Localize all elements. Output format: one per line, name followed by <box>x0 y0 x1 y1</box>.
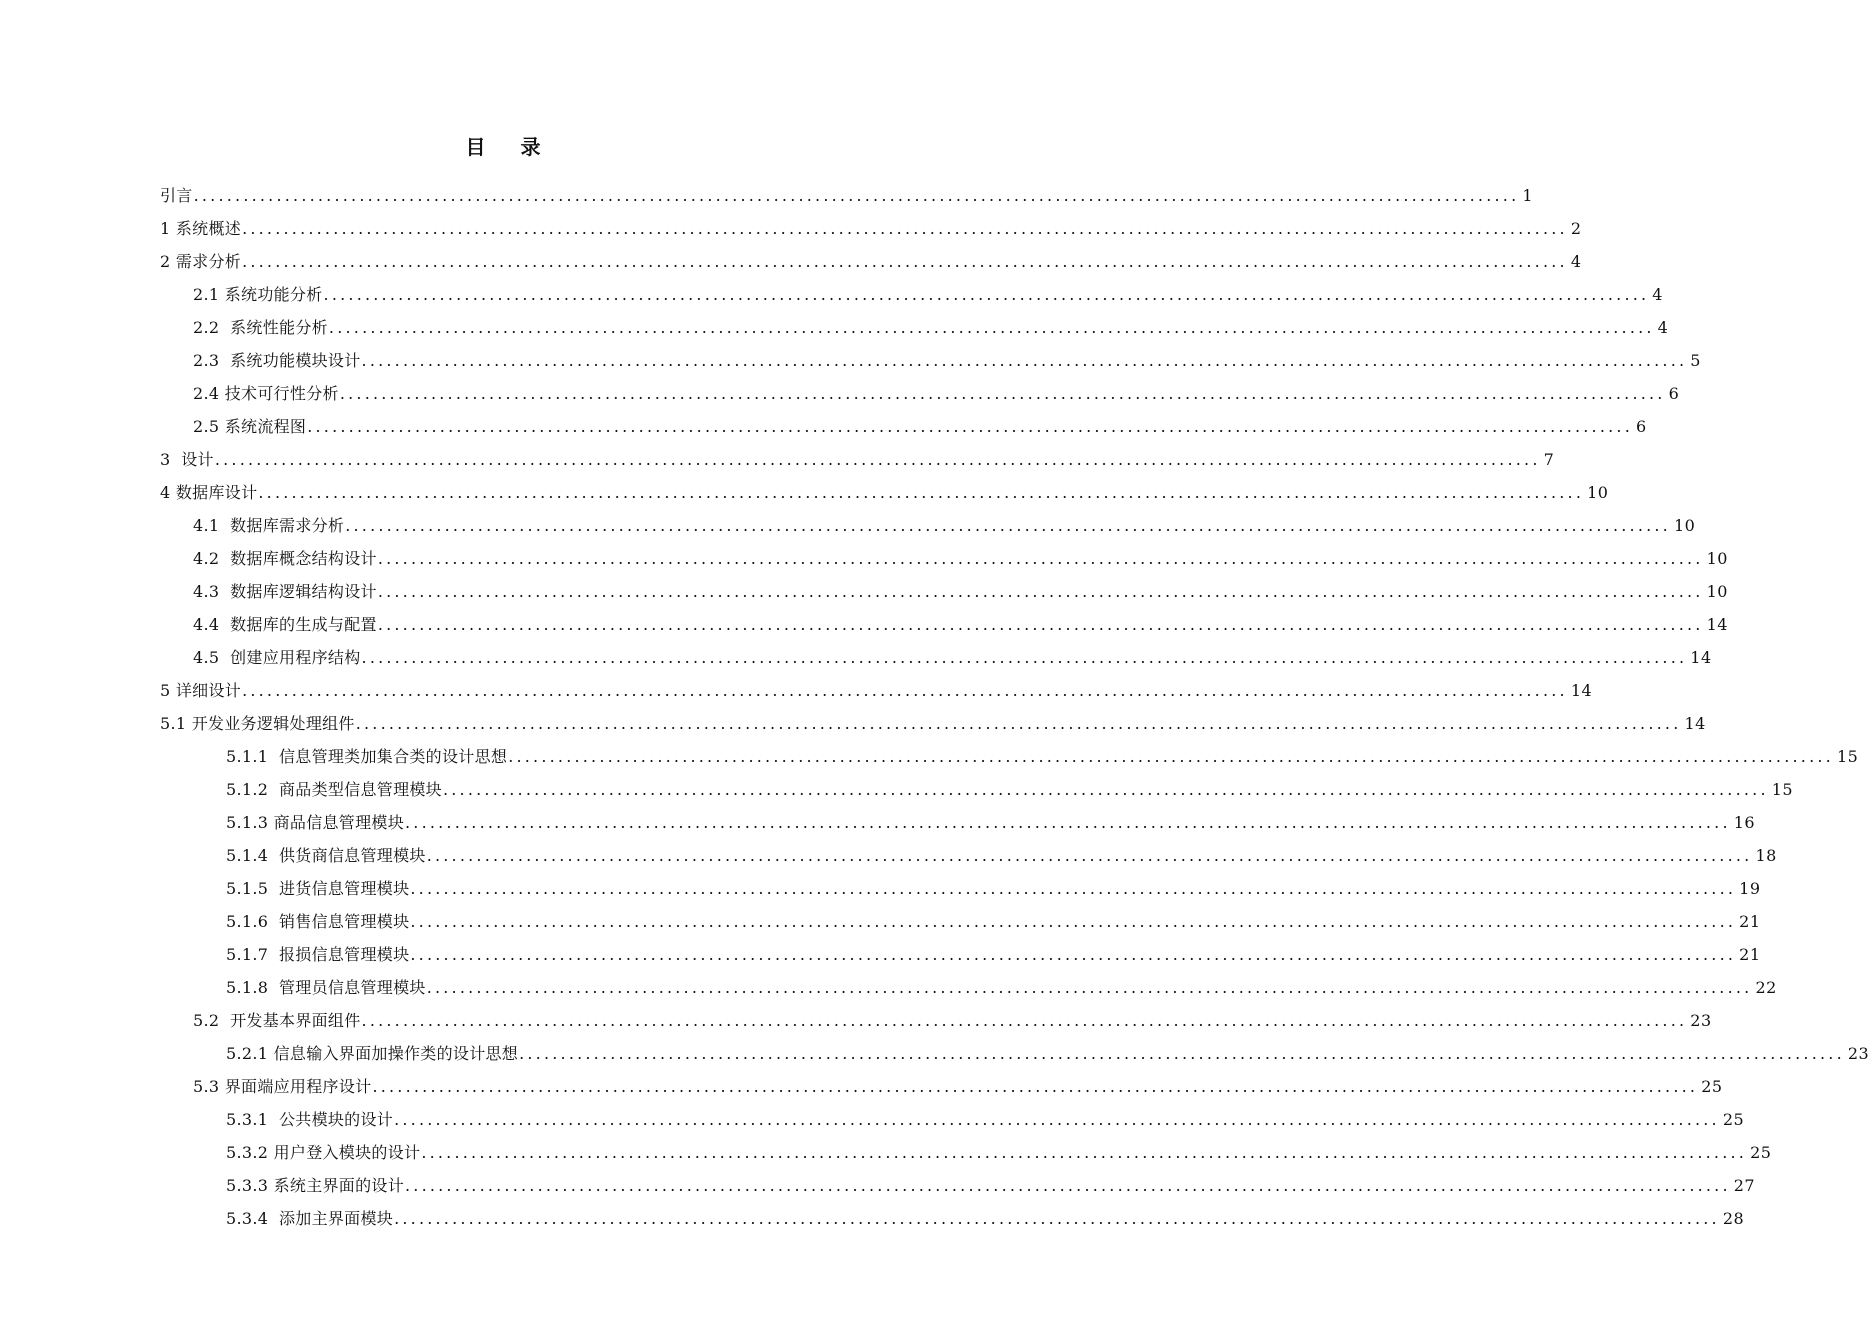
toc-entry-page: 14 <box>1690 648 1712 667</box>
toc-entry-label: 2 需求分析 <box>160 252 242 271</box>
toc-dot-leader: ................................................................................................................................................................ <box>394 1110 1720 1129</box>
toc-entry-page: 21 <box>1739 945 1761 964</box>
toc-dot-leader: ................................................................................................................................................................ <box>410 912 1737 931</box>
toc-entry[interactable] <box>226 971 1777 999</box>
toc-entry-label: 2.2 系统性能分析 <box>193 318 328 337</box>
toc-dot-leader: ................................................................................................................................................................ <box>394 1209 1720 1228</box>
toc-entry[interactable] <box>193 278 1663 306</box>
toc-entry-page: 4 <box>1652 285 1663 304</box>
toc-dot-leader: ................................................................................................................................................................ <box>377 582 1704 601</box>
toc-dot-leader: ................................................................................................................................................................ <box>410 879 1737 898</box>
toc-entry-label: 1 系统概述 <box>160 219 242 238</box>
toc-entry-page: 10 <box>1706 549 1728 568</box>
toc-entry-label: 5.3.1 公共模块的设计 <box>226 1110 394 1129</box>
toc-entry[interactable] <box>226 839 1777 867</box>
toc-entry[interactable] <box>160 443 1555 471</box>
toc-dot-leader: ................................................................................................................................................................ <box>361 351 1688 370</box>
toc-entry-page: 16 <box>1733 813 1756 832</box>
toc-entry-page: 28 <box>1722 1209 1745 1228</box>
toc-entry-page: 14 <box>1684 714 1706 733</box>
toc-entry[interactable] <box>193 410 1647 438</box>
toc-entry-label: 2.3 系统功能模块设计 <box>193 351 361 370</box>
toc-entry-page: 15 <box>1836 747 1859 766</box>
toc-dot-leader: ................................................................................................................................................................ <box>361 1011 1688 1030</box>
toc-entry-page: 15 <box>1771 780 1794 799</box>
toc-entry[interactable] <box>193 1004 1712 1032</box>
toc-entry-page: 23 <box>1847 1044 1869 1063</box>
toc-entry-label: 5.1.1 信息管理类加集合类的设计思想 <box>226 747 508 766</box>
toc-entry-label: 2.4 技术可行性分析 <box>193 384 339 403</box>
toc-entry-label: 4.1 数据库需求分析 <box>193 516 345 535</box>
toc-entry[interactable] <box>160 245 1582 273</box>
toc-entry-page: 4 <box>1570 252 1582 271</box>
toc-entry[interactable] <box>226 1037 1869 1065</box>
toc-entry-label: 5.1.3 商品信息管理模块 <box>226 813 404 832</box>
toc-entry[interactable] <box>193 542 1728 570</box>
toc-entry-page: 10 <box>1587 483 1609 502</box>
toc-entry-page: 1 <box>1522 186 1534 205</box>
toc-dot-leader: ................................................................................................................................................................ <box>323 285 1650 304</box>
toc-entry[interactable] <box>193 641 1712 669</box>
toc-entry-label: 5.1 开发业务逻辑处理组件 <box>160 714 355 733</box>
toc-entry-label: 5.2 开发基本界面组件 <box>193 1011 361 1030</box>
toc-entry[interactable] <box>193 377 1680 405</box>
toc-entry[interactable] <box>160 476 1609 504</box>
toc-entry[interactable] <box>226 872 1761 900</box>
toc-entry-label: 4.2 数据库概念结构设计 <box>193 549 377 568</box>
toc-entry-label: 5.3 界面端应用程序设计 <box>193 1077 372 1096</box>
toc-entry[interactable] <box>193 1070 1723 1098</box>
toc-dot-leader: ................................................................................................................................................................ <box>426 846 1753 865</box>
toc-dot-leader: ................................................................................................................................................................ <box>355 714 1682 733</box>
toc-dot-leader: ................................................................................................................................................................ <box>258 483 1585 502</box>
toc-dot-leader: ................................................................................................................................................................ <box>508 747 1834 766</box>
toc-dot-leader: ................................................................................................................................................................ <box>242 681 1568 700</box>
toc-dot-leader: ................................................................................................................................................................ <box>377 615 1704 634</box>
toc-entry[interactable] <box>226 938 1761 966</box>
toc-dot-leader: ................................................................................................................................................................ <box>193 186 1520 205</box>
toc-entry-page: 6 <box>1635 417 1647 436</box>
toc-dot-leader: ................................................................................................................................................................ <box>339 384 1666 403</box>
toc-entry-label: 5.1.4 供货商信息管理模块 <box>226 846 426 865</box>
toc-entry-label: 5.3.3 系统主界面的设计 <box>226 1176 404 1195</box>
toc-entry-label: 4.5 创建应用程序结构 <box>193 648 361 667</box>
toc-entry-label: 5.3.4 添加主界面模块 <box>226 1209 394 1228</box>
toc-entry-page: 23 <box>1690 1011 1712 1030</box>
toc-entry[interactable] <box>226 905 1761 933</box>
toc-dot-leader: ................................................................................................................................................................ <box>442 780 1769 799</box>
toc-dot-leader: ................................................................................................................................................................ <box>421 1143 1748 1162</box>
toc-entry-page: 25 <box>1722 1110 1745 1129</box>
toc-entry-page: 25 <box>1701 1077 1723 1096</box>
toc-dot-leader: ................................................................................................................................................................ <box>377 549 1704 568</box>
toc-title: 目 录 <box>465 135 555 159</box>
toc-dot-leader: ................................................................................................................................................................ <box>328 318 1655 337</box>
toc-dot-leader: ................................................................................................................................................................ <box>405 813 1731 832</box>
toc-entry-page: 4 <box>1657 318 1669 337</box>
toc-entry[interactable] <box>193 509 1696 537</box>
toc-dot-leader: ................................................................................................................................................................ <box>426 978 1753 997</box>
toc-entry-page: 22 <box>1755 978 1777 997</box>
toc-entry[interactable] <box>226 806 1756 834</box>
toc-entry[interactable] <box>160 212 1582 240</box>
toc-entry[interactable] <box>226 1169 1756 1197</box>
toc-entry-page: 10 <box>1673 516 1696 535</box>
toc-entry[interactable] <box>226 1202 1745 1230</box>
toc-entry-label: 4 数据库设计 <box>160 483 258 502</box>
toc-entry-label: 5.1.6 销售信息管理模块 <box>226 912 410 931</box>
toc-entry-label: 5.1.8 管理员信息管理模块 <box>226 978 426 997</box>
toc-entry[interactable] <box>193 608 1728 636</box>
toc-dot-leader: ................................................................................................................................................................ <box>242 252 1568 271</box>
toc-entry-label: 5.1.7 报损信息管理模块 <box>226 945 410 964</box>
toc-dot-leader: ................................................................................................................................................................ <box>361 648 1688 667</box>
toc-entry-label: 5 详细设计 <box>160 681 242 700</box>
toc-entry-label: 3 设计 <box>160 450 214 469</box>
toc-entry-page: 21 <box>1739 912 1761 931</box>
toc-entry-page: 25 <box>1750 1143 1772 1162</box>
toc-dot-leader: ................................................................................................................................................................ <box>519 1044 1845 1063</box>
toc-entry[interactable] <box>193 311 1669 339</box>
toc-entry-label: 2.1 系统功能分析 <box>193 285 323 304</box>
toc-dot-leader: ................................................................................................................................................................ <box>372 1077 1699 1096</box>
toc-entry[interactable] <box>226 740 1859 768</box>
toc-entry-label: 5.1.2 商品类型信息管理模块 <box>226 780 442 799</box>
toc-entry-page: 2 <box>1570 219 1582 238</box>
toc-entry[interactable] <box>193 344 1701 372</box>
toc-entry[interactable] <box>160 707 1706 735</box>
toc-entry-label: 5.3.2 用户登入模块的设计 <box>226 1143 421 1162</box>
toc-entry-page: 27 <box>1733 1176 1756 1195</box>
toc-entry-page: 10 <box>1706 582 1728 601</box>
toc-entry-page: 14 <box>1570 681 1593 700</box>
toc-entry-page: 7 <box>1543 450 1555 469</box>
toc-entry[interactable] <box>226 1103 1745 1131</box>
toc-dot-leader: ................................................................................................................................................................ <box>410 945 1737 964</box>
toc-entry-label: 5.2.1 信息输入界面加操作类的设计思想 <box>226 1044 519 1063</box>
toc-entry-page: 19 <box>1739 879 1761 898</box>
toc-entry[interactable] <box>160 674 1593 702</box>
toc-entry-label: 2.5 系统流程图 <box>193 417 307 436</box>
toc-entry-page: 5 <box>1690 351 1701 370</box>
toc-entry-page: 6 <box>1668 384 1680 403</box>
toc-dot-leader: ................................................................................................................................................................ <box>242 219 1568 238</box>
toc-entry-page: 14 <box>1706 615 1728 634</box>
toc-dot-leader: ................................................................................................................................................................ <box>345 516 1671 535</box>
toc-dot-leader: ................................................................................................................................................................ <box>214 450 1541 469</box>
toc-entry-label: 5.1.5 进货信息管理模块 <box>226 879 410 898</box>
toc-entry-label: 4.4 数据库的生成与配置 <box>193 615 377 634</box>
toc-entry[interactable] <box>226 773 1794 801</box>
toc-entry-label: 4.3 数据库逻辑结构设计 <box>193 582 377 601</box>
toc-dot-leader: ................................................................................................................................................................ <box>405 1176 1731 1195</box>
toc-entry[interactable] <box>226 1136 1772 1164</box>
toc-entry-label: 引言 <box>160 186 193 205</box>
toc-entry[interactable] <box>193 575 1728 603</box>
toc-dot-leader: ................................................................................................................................................................ <box>307 417 1633 436</box>
toc-entry[interactable] <box>160 179 1534 207</box>
toc-entry-page: 18 <box>1755 846 1777 865</box>
